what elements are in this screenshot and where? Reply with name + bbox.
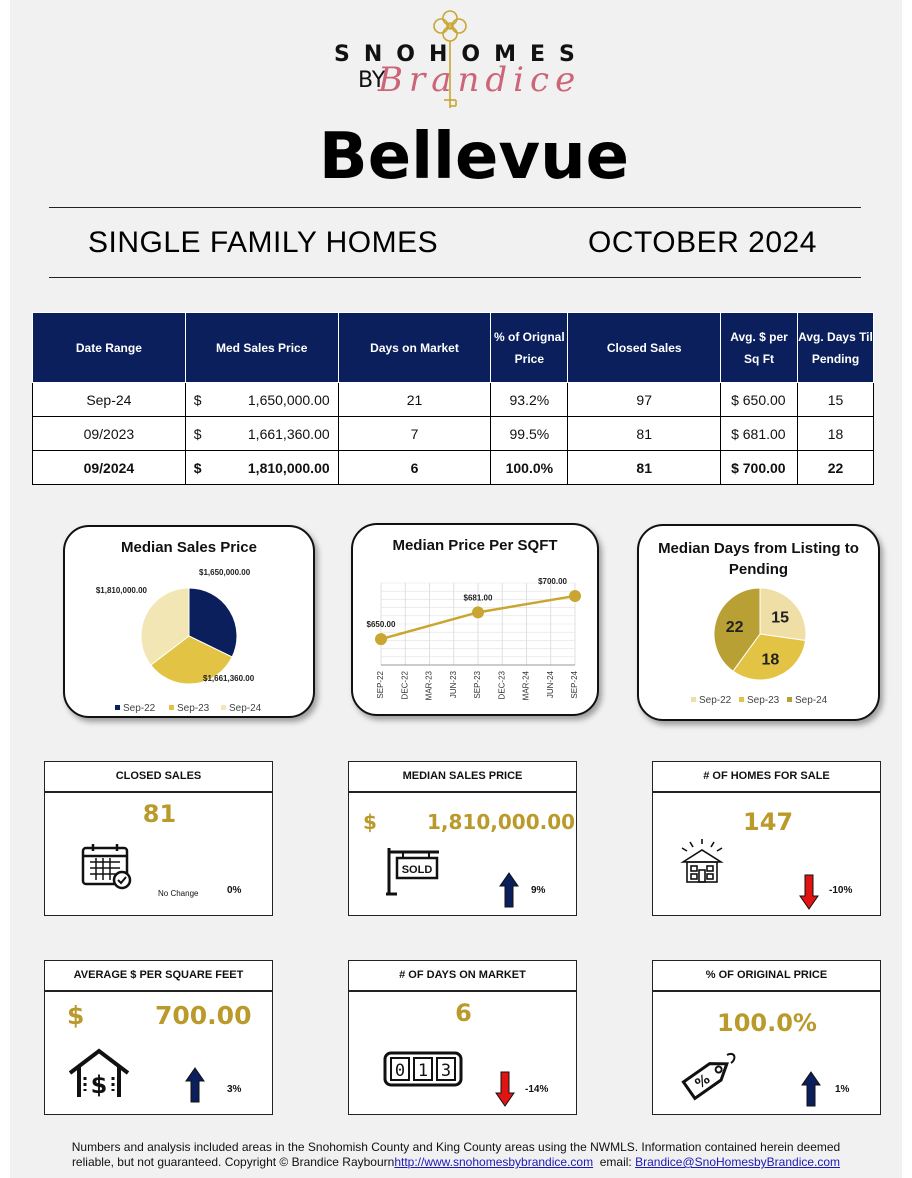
divider bbox=[49, 277, 861, 278]
tick-label: DEC-22 bbox=[400, 671, 410, 700]
cell-pending: 22 bbox=[798, 451, 874, 485]
column-header: Avg. Days Til Pending bbox=[798, 313, 874, 383]
table-row bbox=[33, 417, 874, 451]
kpi-pct-original-price bbox=[652, 960, 881, 1115]
column-header: Closed Sales bbox=[568, 313, 721, 383]
kpi-currency: $ bbox=[363, 810, 377, 834]
cell-dom: 21 bbox=[338, 383, 491, 417]
kpi-avg-price-per-sqft bbox=[44, 960, 273, 1115]
median-sales-price-chart bbox=[63, 525, 315, 718]
kpi-change: 0% bbox=[227, 885, 242, 896]
disclaimer-line-2 bbox=[30, 1155, 882, 1170]
legend-swatch bbox=[169, 705, 174, 710]
arrow-down-icon bbox=[799, 874, 819, 910]
tick-label: DEC-23 bbox=[497, 671, 507, 700]
table-header-row bbox=[33, 313, 874, 383]
kpi-value: 81 bbox=[142, 800, 177, 828]
cell-sqft: $ 650.00 bbox=[721, 383, 798, 417]
price-tag-icon bbox=[677, 1049, 739, 1105]
tick-label: JUN-24 bbox=[545, 671, 555, 699]
chart-title: Median Price Per SQFT bbox=[392, 537, 558, 554]
currency-symbol: $ bbox=[193, 459, 202, 476]
column-header: Days on Market bbox=[338, 313, 491, 383]
kpi-change: -14% bbox=[525, 1084, 549, 1095]
arrow-up-icon bbox=[185, 1067, 205, 1103]
kpi-title: # OF HOMES FOR SALE bbox=[653, 762, 880, 793]
cell-sqft: $ 681.00 bbox=[721, 417, 798, 451]
cell-dom: 6 bbox=[338, 451, 491, 485]
cell-price bbox=[185, 383, 338, 417]
data-label: $650.00 bbox=[366, 620, 396, 630]
legend-label: Sep-22 bbox=[123, 703, 156, 714]
kpi-value: 1,810,000.00 bbox=[427, 810, 576, 834]
kpi-value: 100.0% bbox=[717, 1009, 817, 1037]
market-stats-table bbox=[32, 312, 874, 485]
column-header: Med Sales Price bbox=[185, 313, 338, 383]
arrow-down-icon bbox=[495, 1071, 515, 1107]
price-value: 1,810,000.00 bbox=[247, 459, 330, 476]
legend-swatch bbox=[787, 697, 792, 702]
kpi-change: 3% bbox=[227, 1084, 242, 1095]
line-chart-svg bbox=[353, 555, 599, 715]
data-label: $681.00 bbox=[463, 593, 493, 603]
house-dollar-icon bbox=[67, 1047, 131, 1103]
cell-price bbox=[185, 417, 338, 451]
website-link[interactable]: http://www.snohomesbybrandice.com bbox=[394, 1155, 594, 1169]
period-heading: OCTOBER 2024 bbox=[588, 226, 817, 259]
kpi-value: 147 bbox=[743, 808, 794, 836]
legend-swatch bbox=[115, 705, 120, 710]
legend-label: Sep-23 bbox=[747, 695, 780, 706]
calendar-icon bbox=[81, 842, 133, 890]
kpi-note: No Change bbox=[158, 889, 199, 898]
cell-pct: 99.5% bbox=[491, 417, 568, 451]
svg-text:SOLD: SOLD bbox=[401, 864, 433, 876]
data-label: 15 bbox=[771, 609, 790, 627]
currency-symbol: $ bbox=[193, 425, 202, 442]
copyright-text: reliable, but not guaranteed. Copyright © Brandice Raybourn bbox=[71, 1155, 395, 1169]
days-to-pending-chart bbox=[637, 524, 880, 721]
data-label: $700.00 bbox=[538, 576, 567, 586]
svg-text:$: $ bbox=[90, 1071, 108, 1099]
cell-closed: 81 bbox=[568, 417, 721, 451]
table-row bbox=[33, 451, 874, 485]
legend-label: Sep-24 bbox=[795, 695, 828, 706]
svg-text:1: 1 bbox=[417, 1061, 429, 1081]
column-header: % of Orignal Price bbox=[491, 313, 568, 383]
cell-date: Sep-24 bbox=[33, 383, 186, 417]
arrow-up-icon bbox=[801, 1071, 821, 1107]
data-point bbox=[375, 633, 387, 645]
cell-closed: 97 bbox=[568, 383, 721, 417]
city-title: Bellevue bbox=[318, 120, 630, 194]
chart-title: Median Days from Listing to Pending bbox=[658, 540, 859, 578]
kpi-change: -10% bbox=[829, 885, 853, 896]
svg-text:3: 3 bbox=[440, 1061, 452, 1081]
cell-pct: 100.0% bbox=[491, 451, 568, 485]
divider bbox=[49, 207, 861, 208]
column-header: Avg. $ per Sq Ft bbox=[721, 313, 798, 383]
arrow-up-icon bbox=[499, 872, 519, 908]
tick-label: SEP-22 bbox=[376, 671, 386, 699]
kpi-title: AVERAGE $ PER SQUARE FEET bbox=[45, 961, 272, 992]
kpi-value: 700.00 bbox=[155, 1001, 252, 1030]
tick-label: MAR-24 bbox=[521, 671, 531, 701]
kpi-currency: $ bbox=[67, 1001, 85, 1030]
brand-logo bbox=[0, 0, 912, 125]
legend-swatch bbox=[691, 697, 696, 702]
kpi-change: 1% bbox=[835, 1084, 850, 1095]
tick-label: MAR-23 bbox=[424, 671, 434, 701]
chart-title: Median Sales Price bbox=[121, 539, 257, 556]
cell-price bbox=[185, 451, 338, 485]
disclaimer-footer bbox=[30, 1140, 882, 1170]
email-link[interactable]: Brandice@SnoHomesbyBrandice.com bbox=[635, 1155, 841, 1169]
tick-label: SEP-24 bbox=[570, 671, 580, 699]
cell-closed: 81 bbox=[568, 451, 721, 485]
data-point bbox=[472, 606, 484, 618]
legend-swatch bbox=[739, 697, 744, 702]
pie-chart-svg bbox=[639, 578, 880, 728]
kpi-closed-sales bbox=[44, 761, 273, 916]
data-label: 22 bbox=[725, 618, 744, 636]
tick-label: SEP-23 bbox=[473, 671, 483, 699]
tick-label: JUN-23 bbox=[448, 671, 458, 699]
kpi-title: MEDIAN SALES PRICE bbox=[349, 762, 576, 793]
cell-date: 09/2023 bbox=[33, 417, 186, 451]
pie-chart-svg bbox=[65, 559, 315, 719]
data-label: $1,650,000.00 bbox=[199, 568, 251, 577]
price-value: 1,650,000.00 bbox=[247, 391, 330, 408]
table-row bbox=[33, 383, 874, 417]
disclaimer-line-1: Numbers and analysis included areas in the Snohomish County and King County areas using the NWMLS. Information contained herein deemed bbox=[71, 1140, 841, 1154]
kpi-days-on-market bbox=[348, 960, 577, 1115]
sold-sign-icon bbox=[385, 846, 441, 896]
kpi-median-sales-price bbox=[348, 761, 577, 916]
currency-symbol: $ bbox=[193, 391, 202, 408]
legend-label: Sep-24 bbox=[229, 703, 262, 714]
data-label: $1,810,000.00 bbox=[95, 586, 147, 595]
price-per-sqft-chart bbox=[351, 523, 599, 716]
legend-label: Sep-22 bbox=[699, 695, 732, 706]
cell-dom: 7 bbox=[338, 417, 491, 451]
svg-text:%: % bbox=[692, 1071, 714, 1093]
brand-by: BY bbox=[358, 68, 386, 93]
kpi-homes-for-sale bbox=[652, 761, 881, 916]
counter-icon bbox=[383, 1049, 463, 1089]
cell-pending: 15 bbox=[798, 383, 874, 417]
price-value: 1,661,360.00 bbox=[247, 425, 330, 442]
data-label: 18 bbox=[761, 651, 780, 669]
kpi-change: 9% bbox=[531, 885, 546, 896]
cell-pending: 18 bbox=[798, 417, 874, 451]
legend-swatch bbox=[221, 705, 226, 710]
brand-name: SNOHOMES bbox=[334, 42, 589, 67]
legend-label: Sep-23 bbox=[177, 703, 210, 714]
cell-sqft: $ 700.00 bbox=[721, 451, 798, 485]
data-label: $1,661,360.00 bbox=[203, 674, 255, 683]
email-label: email: bbox=[593, 1155, 636, 1169]
data-point bbox=[569, 590, 581, 602]
kpi-title: # OF DAYS ON MARKET bbox=[349, 961, 576, 992]
brand-script: Brandice bbox=[378, 60, 582, 100]
kpi-value: 6 bbox=[455, 999, 472, 1027]
column-header: Date Range bbox=[33, 313, 186, 383]
kpi-title: % OF ORIGINAL PRICE bbox=[653, 961, 880, 992]
cell-date: 09/2024 bbox=[33, 451, 186, 485]
kpi-title: CLOSED SALES bbox=[45, 762, 272, 793]
cell-pct: 93.2% bbox=[491, 383, 568, 417]
svg-text:0: 0 bbox=[394, 1061, 406, 1081]
category-heading: SINGLE FAMILY HOMES bbox=[88, 226, 439, 259]
house-icon bbox=[677, 838, 727, 884]
